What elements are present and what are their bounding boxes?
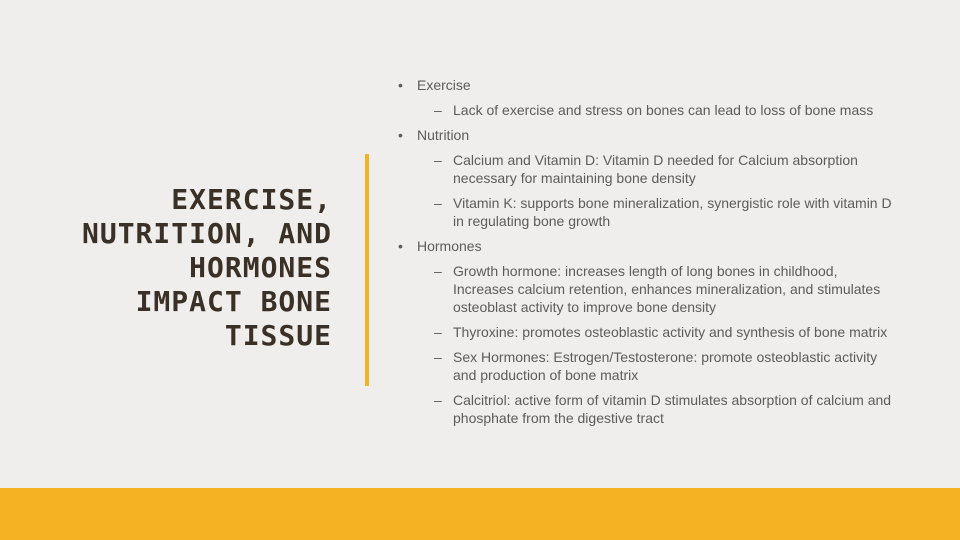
bullet-label: Exercise [417,77,471,93]
bullet-nutrition [398,126,898,144]
title-line: IMPACT BONE [135,285,332,318]
bullet-dot-icon: • [398,77,403,93]
footer-accent-bar [0,488,960,540]
slide-title [72,183,332,353]
sub-item [398,348,898,384]
sub-item-text: Growth hormone: increases length of long bones in childhood, Increases calcium retention, enhances mineralization, and stimulates osteoblast activity to improve bone density [453,263,881,315]
sub-item [398,391,898,427]
sub-item-text: Thyroxine: promotes osteoblastic activity and synthesis of bone matrix [453,324,888,340]
bullet-label: Nutrition [417,127,470,143]
title-line: NUTRITION, AND [81,217,332,250]
dash-icon: – [434,392,442,408]
sub-list-nutrition [398,151,898,230]
sub-item-text: Calcitriol: active form of vitamin D stimulates absorption of calcium and phosphate from the digestive tract [453,392,892,426]
sub-item [398,194,898,230]
bullet-hormones [398,237,898,255]
title-line: EXERCISE, [171,183,332,216]
sub-item [398,151,898,187]
dash-icon: – [434,152,442,168]
bullet-label: Hormones [417,238,482,254]
dash-icon: – [434,349,442,365]
dash-icon: – [434,324,442,340]
sub-item [398,262,898,316]
sub-item-text: Calcium and Vitamin D: Vitamin D needed for Calcium absorption necessary for maintaining bone density [453,152,858,186]
sub-item-text: Vitamin K: supports bone mineralization, synergistic role with vitamin D in regulating bone growth [453,195,892,229]
sub-item-text: Lack of exercise and stress on bones can lead to loss of bone mass [453,102,874,118]
title-line: TISSUE [224,319,332,352]
bullet-exercise [398,76,898,94]
bullet-dot-icon: • [398,238,403,254]
sub-list-exercise [398,101,898,119]
sub-item [398,323,898,341]
dash-icon: – [434,263,442,279]
content-list [398,76,898,434]
title-line: HORMONES [189,251,332,284]
dash-icon: – [434,195,442,211]
sub-item-text: Sex Hormones: Estrogen/Testosterone: promote osteoblastic activity and production of bone matrix [453,349,878,383]
accent-divider [365,154,369,386]
sub-item [398,101,898,119]
dash-icon: – [434,102,442,118]
sub-list-hormones [398,262,898,427]
bullet-dot-icon: • [398,127,403,143]
